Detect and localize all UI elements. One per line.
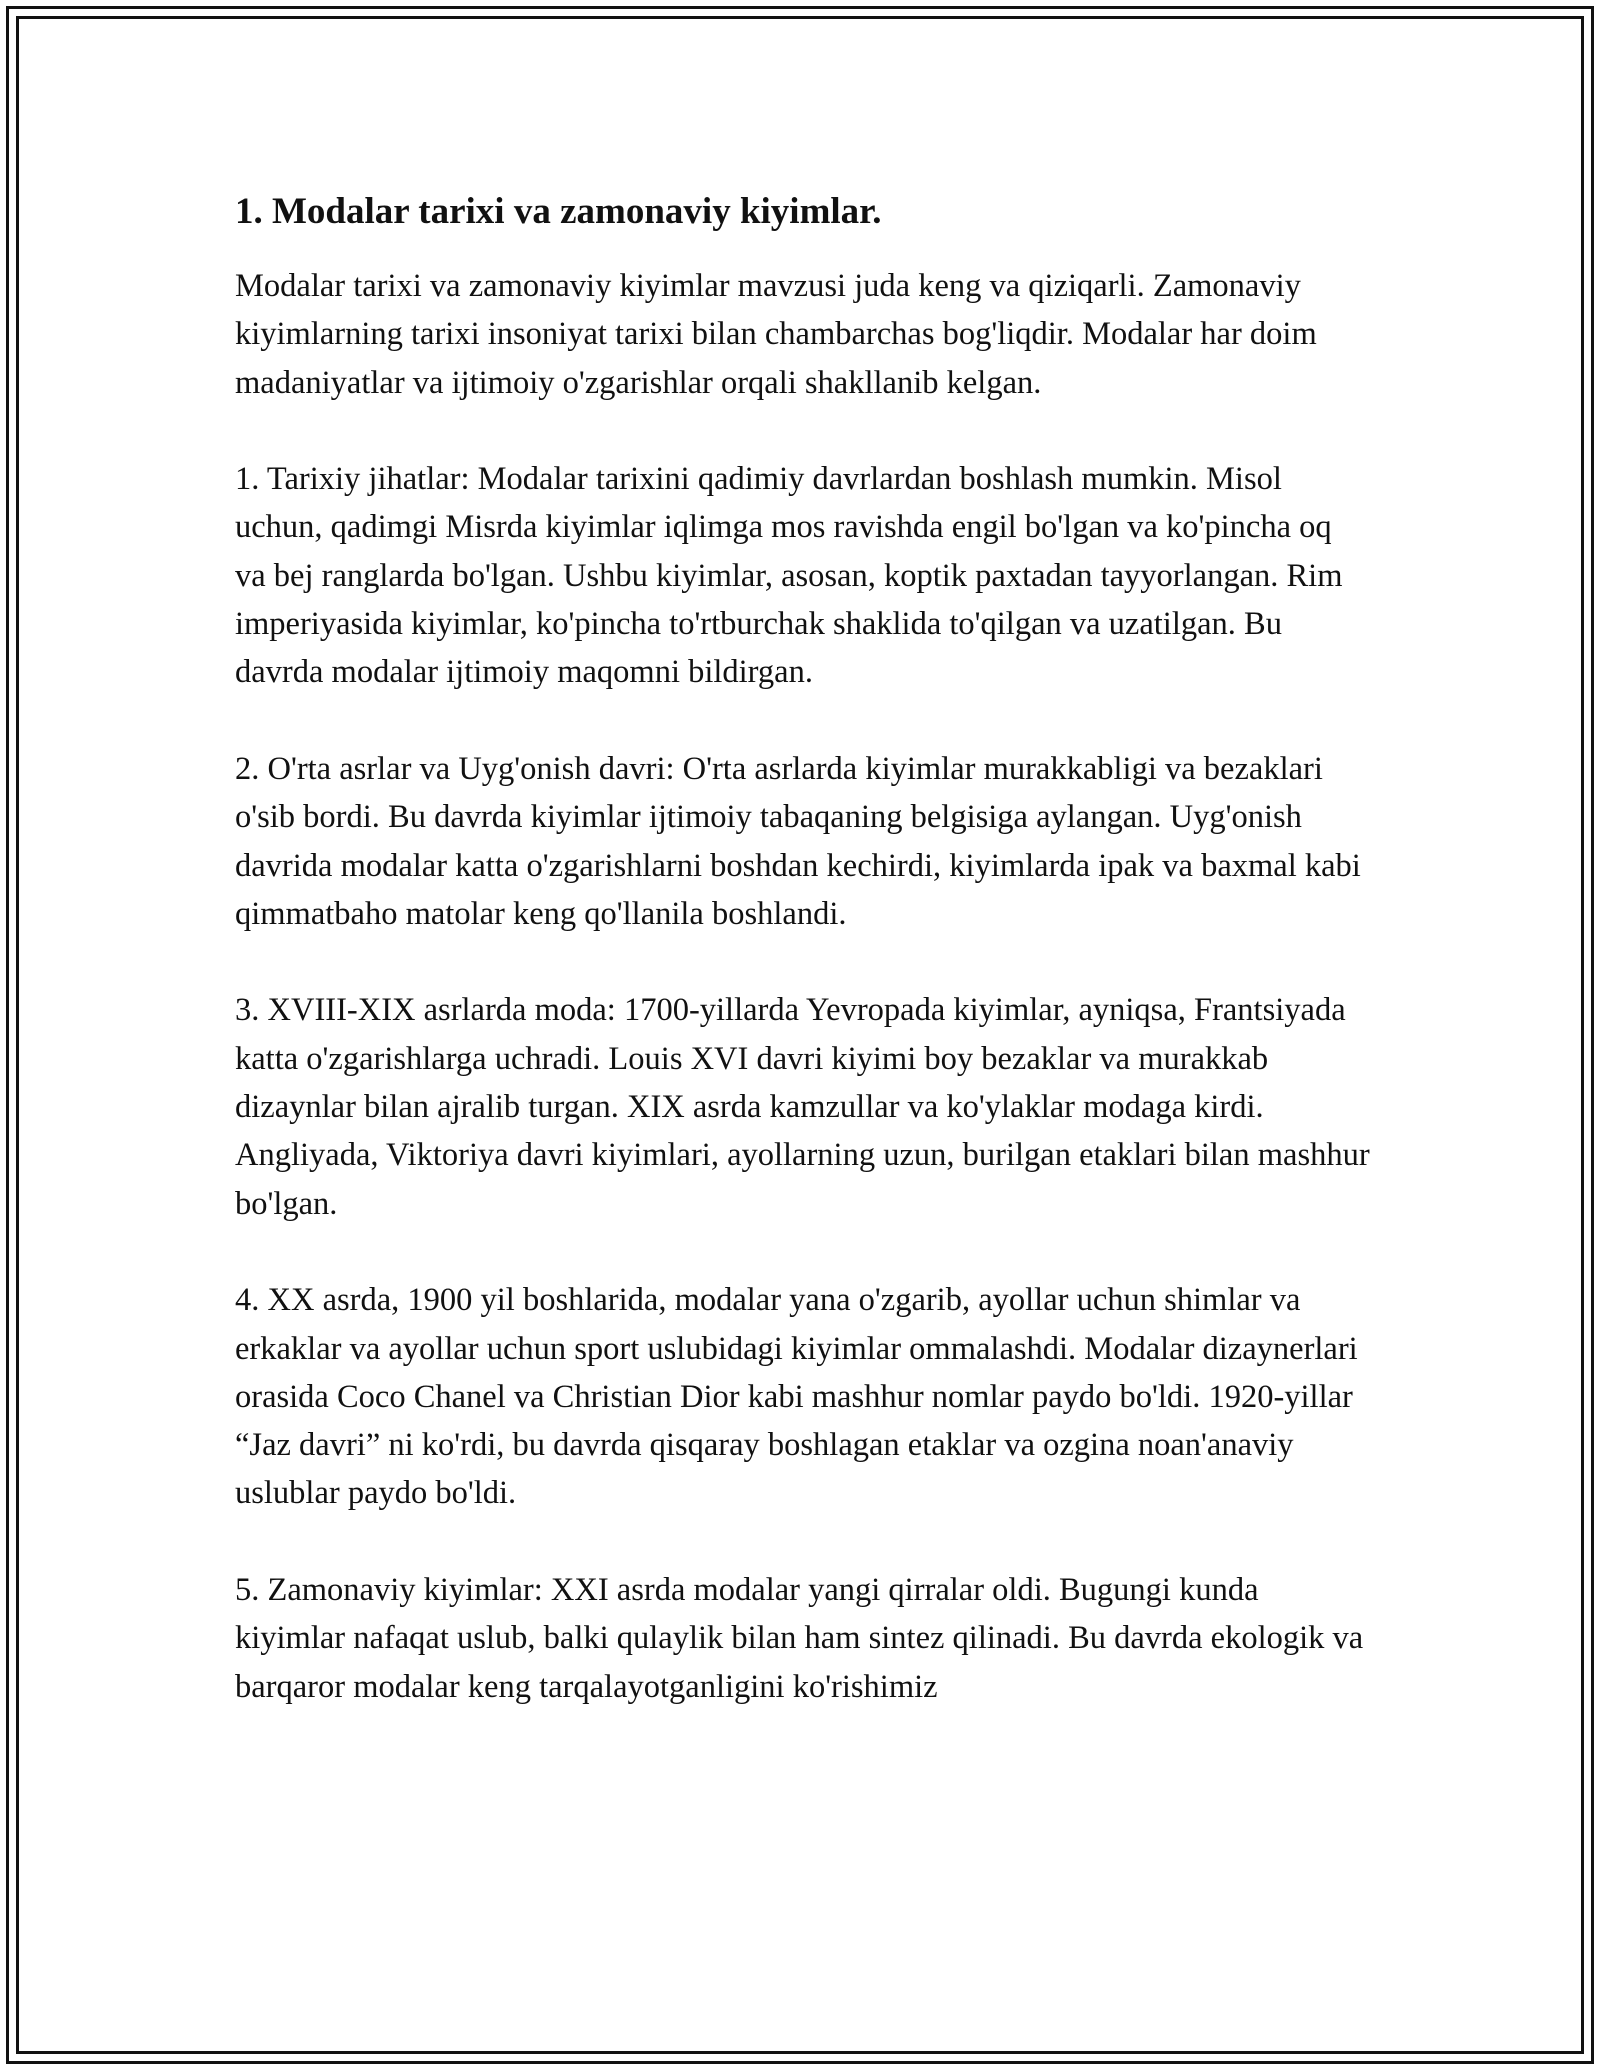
paragraph-modern-clothing: 5. Zamonaviy kiyimlar: XXI asrda modalar yangi qirralar oldi. Bugungi kunda kiyimlar nafaqat uslub, balki qulaylik bilan ham sintez qilinadi. Bu davrda ekologik va barqaror modalar keng tarqalayotganligini ko'rishimiz [235, 1572, 1364, 1705]
document-title: 1. Modalar tarixi va zamonaviy kiyimlar. [235, 191, 882, 232]
intro-paragraph: Modalar tarixi va zamonaviy kiyimlar mavzusi juda keng va qiziqarli. Zamonaviy kiyimlarning tarixi insoniyat tarixi bilan chambarchas bog'liqdir. Modalar har doim madaniyatlar va ijtimoiy o'zgarishlar orqali shakllanib kelgan. [235, 268, 1317, 401]
document-body [235, 188, 1370, 1759]
paragraph-18-19-century: 3. XVIII-XIX asrlarda moda: 1700-yillarda Yevropada kiyimlar, ayniqsa, Frantsiyada katta o'zgarishlarga uchradi. Louis XVI davri kiyimi boy bezaklar va murakkab dizaynlar bilan ajralib turgan. XIX asrda kamzullar va ko'ylaklar modaga kirdi. Angliyada, Viktoriya davri kiyimlari, ayollarning uzun, burilgan etaklari bilan mashhur bo'lgan. [235, 992, 1370, 1222]
paragraph-20-century: 4. XX asrda, 1900 yil boshlarida, modalar yana o'zgarib, ayollar uchun shimlar va erkaklar va ayollar uchun sport uslubidagi kiyimlar ommalashdi. Modalar dizaynerlari orasida Coco Chanel va Christian Dior kabi mashhur nomlar paydo bo'ldi. 1920-yillar “Jaz davri” ni ko'rdi, bu davrda qisqaray boshlagan etaklar va ozgina noan'anaviy uslublar paydo bo'ldi. [235, 1282, 1358, 1512]
paragraph-historical-aspects: 1. Tarixiy jihatlar: Modalar tarixini qadimiy davrlardan boshlash mumkin. Misol uchun, qadimgi Misrda kiyimlar iqlimga mos ravishda engil bo'lgan va ko'pincha oq va bej ranglarda bo'lgan. Ushbu kiyimlar, asosan, koptik paxtadan tayyorlangan. Rim imperiyasida kiyimlar, ko'pincha to'rtburchak shaklida to'qilgan va uzatilgan. Bu davrda modalar ijtimoiy maqomni bildirgan. [235, 461, 1343, 691]
paragraph-middle-ages-renaissance: 2. O'rta asrlar va Uyg'onish davri: O'rta asrlarda kiyimlar murakkabligi va bezaklari o'sib bordi. Bu davrda kiyimlar ijtimoiy tabaqaning belgisiga aylangan. Uyg'onish davrida modalar katta o'zgarishlarni boshdan kechirdi, kiyimlarda ipak va baxmal kabi qimmatbaho matolar keng qo'llanila boshlandi. [235, 750, 1361, 932]
